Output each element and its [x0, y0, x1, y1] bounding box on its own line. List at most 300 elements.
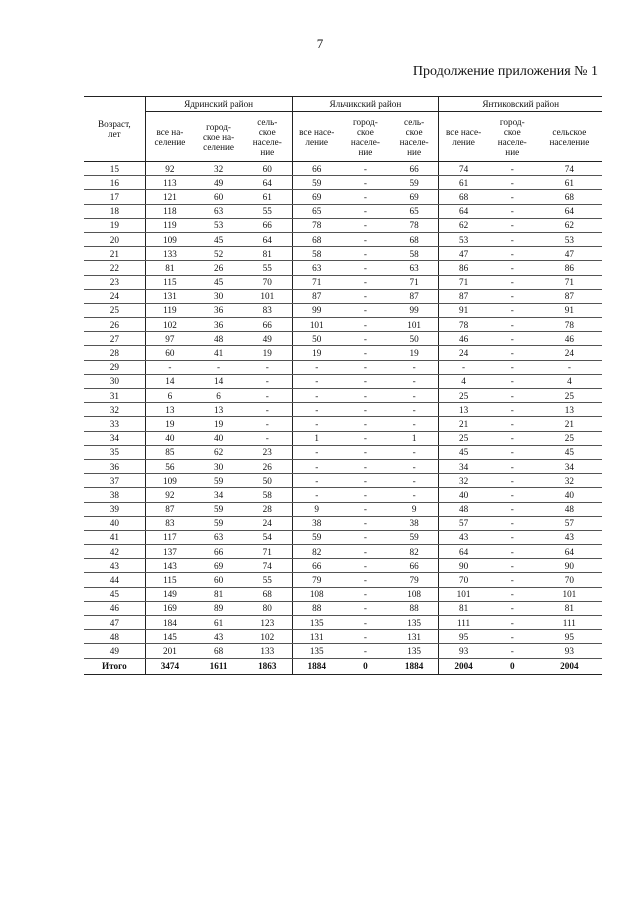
subheader-line: все насе-: [445, 126, 482, 137]
value-cell: 32: [537, 474, 602, 488]
subheader-line: город-: [353, 116, 378, 127]
subheader-line: населе-: [399, 136, 429, 147]
value-cell: 71: [292, 275, 341, 289]
value-cell: 40: [537, 488, 602, 502]
table-row: [84, 545, 602, 559]
value-cell: -: [488, 332, 537, 346]
value-cell: 86: [537, 261, 602, 275]
table-row: [84, 644, 602, 658]
table-row: [84, 474, 602, 488]
value-cell: -: [390, 389, 439, 403]
value-cell: -: [341, 389, 390, 403]
value-cell: 68: [537, 190, 602, 204]
value-cell: 91: [537, 303, 602, 317]
value-cell: 28: [243, 502, 292, 516]
appendix-continuation-title: Продолжение приложения № 1: [412, 64, 598, 79]
value-cell: 14: [145, 374, 194, 388]
table-row: [84, 176, 602, 190]
value-cell: 63: [194, 204, 243, 218]
value-cell: 40: [145, 431, 194, 445]
value-cell: 131: [145, 289, 194, 303]
population-age-table: [84, 96, 602, 675]
value-cell: 19: [292, 346, 341, 360]
value-cell: 54: [243, 530, 292, 544]
value-cell: 55: [243, 261, 292, 275]
value-cell: 93: [439, 644, 488, 658]
age-cell: 34: [84, 431, 145, 445]
value-cell: 59: [390, 530, 439, 544]
value-cell: -: [341, 289, 390, 303]
value-cell: 109: [145, 474, 194, 488]
value-cell: 61: [194, 616, 243, 630]
age-header-line2: лет: [107, 129, 121, 139]
table-row: [84, 162, 602, 176]
table-row: [84, 459, 602, 473]
value-cell: 149: [145, 587, 194, 601]
value-cell: 108: [292, 587, 341, 601]
value-cell: 21: [537, 417, 602, 431]
subheader-line: селение: [203, 141, 234, 152]
value-cell: 66: [243, 318, 292, 332]
value-cell: 79: [292, 573, 341, 587]
value-cell: -: [488, 488, 537, 502]
table-row: [84, 247, 602, 261]
value-cell: -: [243, 417, 292, 431]
table-row: [84, 445, 602, 459]
value-cell: 30: [194, 459, 243, 473]
value-cell: 4: [439, 374, 488, 388]
value-cell: 68: [292, 232, 341, 246]
value-cell: 90: [537, 559, 602, 573]
value-cell: 101: [439, 587, 488, 601]
value-cell: 79: [390, 573, 439, 587]
value-cell: -: [390, 459, 439, 473]
value-cell: -: [341, 488, 390, 502]
value-cell: 36: [194, 303, 243, 317]
value-cell: 102: [145, 318, 194, 332]
value-cell: -: [488, 275, 537, 289]
value-cell: -: [341, 587, 390, 601]
value-cell: 59: [194, 516, 243, 530]
value-cell: -: [243, 389, 292, 403]
subheader-row: [84, 112, 602, 162]
age-cell: 35: [84, 445, 145, 459]
subheader-line: населе-: [350, 136, 380, 147]
value-cell: -: [488, 474, 537, 488]
value-cell: 68: [439, 190, 488, 204]
value-cell: 88: [390, 601, 439, 615]
value-cell: 119: [145, 218, 194, 232]
value-cell: 66: [390, 162, 439, 176]
value-cell: 45: [537, 445, 602, 459]
subheader-all-population: [439, 112, 488, 162]
value-cell: 58: [292, 247, 341, 261]
value-cell: 43: [194, 630, 243, 644]
value-cell: -: [243, 403, 292, 417]
value-cell: 47: [537, 247, 602, 261]
value-cell: 87: [292, 289, 341, 303]
value-cell: -: [341, 346, 390, 360]
value-cell: 95: [439, 630, 488, 644]
value-cell: -: [341, 516, 390, 530]
value-cell: -: [488, 573, 537, 587]
value-cell: -: [488, 190, 537, 204]
value-cell: 59: [194, 474, 243, 488]
value-cell: -: [488, 530, 537, 544]
subheader-line: ние: [358, 146, 373, 157]
value-cell: -: [341, 573, 390, 587]
value-cell: 108: [390, 587, 439, 601]
value-cell: 53: [194, 218, 243, 232]
value-cell: 137: [145, 545, 194, 559]
table-row: [84, 502, 602, 516]
value-cell: 13: [537, 403, 602, 417]
value-cell: 64: [243, 232, 292, 246]
table-row: [84, 601, 602, 615]
value-cell: -: [292, 360, 341, 374]
age-header: [84, 97, 145, 162]
table-row: [84, 218, 602, 232]
value-cell: 135: [390, 616, 439, 630]
value-cell: 14: [194, 374, 243, 388]
table-row: [84, 232, 602, 246]
value-cell: 74: [537, 162, 602, 176]
value-cell: 118: [145, 204, 194, 218]
value-cell: -: [341, 403, 390, 417]
total-row: [84, 658, 602, 674]
value-cell: 61: [439, 176, 488, 190]
subheader-line: ние: [260, 146, 275, 157]
subheader-all-population: [292, 112, 341, 162]
value-cell: -: [243, 431, 292, 445]
value-cell: 59: [194, 502, 243, 516]
value-cell: 92: [145, 488, 194, 502]
value-cell: 19: [194, 417, 243, 431]
table-row: [84, 303, 602, 317]
value-cell: 71: [537, 275, 602, 289]
value-cell: -: [341, 190, 390, 204]
age-cell: 47: [84, 616, 145, 630]
value-cell: -: [341, 204, 390, 218]
value-cell: 0: [488, 658, 537, 674]
value-cell: 59: [292, 176, 341, 190]
page-number: 7: [316, 36, 324, 51]
table-row: [84, 204, 602, 218]
subheader-line: ние: [505, 146, 520, 157]
value-cell: 69: [292, 190, 341, 204]
subheader-line: сель-: [404, 116, 425, 127]
age-cell: 44: [84, 573, 145, 587]
value-cell: -: [488, 601, 537, 615]
value-cell: 91: [439, 303, 488, 317]
age-cell: 21: [84, 247, 145, 261]
value-cell: 61: [243, 190, 292, 204]
value-cell: 1: [292, 431, 341, 445]
value-cell: -: [341, 247, 390, 261]
value-cell: 66: [292, 559, 341, 573]
value-cell: 87: [439, 289, 488, 303]
value-cell: 81: [145, 261, 194, 275]
value-cell: 24: [243, 516, 292, 530]
value-cell: 13: [439, 403, 488, 417]
subheader-line: населе-: [497, 136, 527, 147]
table-row: [84, 289, 602, 303]
value-cell: 64: [537, 204, 602, 218]
total-label: Итого: [84, 658, 145, 674]
value-cell: 145: [145, 630, 194, 644]
value-cell: -: [488, 587, 537, 601]
value-cell: 71: [439, 275, 488, 289]
subheader-urban-population: [194, 112, 243, 162]
value-cell: 56: [145, 459, 194, 473]
value-cell: 131: [390, 630, 439, 644]
value-cell: 3474: [145, 658, 194, 674]
subheader-line: ское: [503, 126, 521, 137]
value-cell: -: [341, 318, 390, 332]
value-cell: 111: [439, 616, 488, 630]
value-cell: 81: [194, 587, 243, 601]
value-cell: -: [488, 431, 537, 445]
value-cell: 57: [439, 516, 488, 530]
subheader-all-population: [145, 112, 194, 162]
value-cell: 13: [145, 403, 194, 417]
value-cell: 38: [390, 516, 439, 530]
table-row: [84, 616, 602, 630]
table-row: [84, 403, 602, 417]
value-cell: 68: [243, 587, 292, 601]
value-cell: 13: [194, 403, 243, 417]
value-cell: 71: [390, 275, 439, 289]
value-cell: 53: [537, 232, 602, 246]
value-cell: 49: [243, 332, 292, 346]
value-cell: 26: [243, 459, 292, 473]
subheader-line: ское: [356, 126, 374, 137]
value-cell: 32: [439, 474, 488, 488]
value-cell: -: [488, 247, 537, 261]
value-cell: 78: [439, 318, 488, 332]
value-cell: 82: [292, 545, 341, 559]
value-cell: 111: [537, 616, 602, 630]
value-cell: -: [292, 417, 341, 431]
value-cell: -: [341, 303, 390, 317]
value-cell: 70: [439, 573, 488, 587]
value-cell: 68: [194, 644, 243, 658]
value-cell: -: [341, 275, 390, 289]
value-cell: 32: [194, 162, 243, 176]
value-cell: -: [341, 530, 390, 544]
value-cell: 74: [439, 162, 488, 176]
value-cell: 1863: [243, 658, 292, 674]
value-cell: -: [341, 232, 390, 246]
value-cell: -: [537, 360, 602, 374]
value-cell: 135: [292, 644, 341, 658]
value-cell: -: [488, 545, 537, 559]
value-cell: 74: [243, 559, 292, 573]
value-cell: -: [341, 360, 390, 374]
value-cell: 123: [243, 616, 292, 630]
value-cell: -: [488, 162, 537, 176]
value-cell: 62: [439, 218, 488, 232]
value-cell: 46: [439, 332, 488, 346]
value-cell: 78: [537, 318, 602, 332]
value-cell: 45: [439, 445, 488, 459]
value-cell: -: [488, 630, 537, 644]
value-cell: 21: [439, 417, 488, 431]
age-header-line1: Возраст,: [97, 119, 131, 129]
table-row: [84, 332, 602, 346]
value-cell: 117: [145, 530, 194, 544]
table-row: [84, 389, 602, 403]
value-cell: 71: [243, 545, 292, 559]
value-cell: 24: [439, 346, 488, 360]
value-cell: -: [488, 176, 537, 190]
value-cell: 49: [194, 176, 243, 190]
value-cell: 201: [145, 644, 194, 658]
value-cell: 66: [243, 218, 292, 232]
value-cell: -: [292, 445, 341, 459]
value-cell: 135: [292, 616, 341, 630]
subheader-urban-population: [488, 112, 537, 162]
value-cell: -: [292, 374, 341, 388]
value-cell: 66: [390, 559, 439, 573]
value-cell: 61: [537, 176, 602, 190]
value-cell: -: [341, 559, 390, 573]
value-cell: -: [341, 474, 390, 488]
value-cell: -: [390, 445, 439, 459]
value-cell: -: [243, 360, 292, 374]
table-row: [84, 275, 602, 289]
value-cell: 99: [390, 303, 439, 317]
value-cell: -: [488, 616, 537, 630]
value-cell: 57: [537, 516, 602, 530]
value-cell: 87: [145, 502, 194, 516]
age-cell: 39: [84, 502, 145, 516]
table-row: [84, 559, 602, 573]
value-cell: 60: [194, 190, 243, 204]
value-cell: 85: [145, 445, 194, 459]
value-cell: 34: [194, 488, 243, 502]
value-cell: -: [243, 374, 292, 388]
value-cell: 102: [243, 630, 292, 644]
value-cell: 2004: [537, 658, 602, 674]
table-row: [84, 261, 602, 275]
value-cell: 53: [439, 232, 488, 246]
value-cell: 87: [537, 289, 602, 303]
value-cell: 115: [145, 275, 194, 289]
age-cell: 42: [84, 545, 145, 559]
age-cell: 46: [84, 601, 145, 615]
value-cell: -: [390, 488, 439, 502]
value-cell: 59: [292, 530, 341, 544]
value-cell: 115: [145, 573, 194, 587]
subheader-line: ление: [305, 136, 328, 147]
value-cell: 60: [194, 573, 243, 587]
age-cell: 23: [84, 275, 145, 289]
value-cell: 89: [194, 601, 243, 615]
value-cell: 64: [439, 204, 488, 218]
value-cell: 0: [341, 658, 390, 674]
value-cell: 40: [194, 431, 243, 445]
subheader-rural-population: [537, 112, 602, 162]
subheader-line: ское: [405, 126, 423, 137]
subheader-line: город-: [206, 121, 231, 132]
value-cell: 87: [390, 289, 439, 303]
value-cell: 26: [194, 261, 243, 275]
value-cell: -: [341, 374, 390, 388]
value-cell: -: [341, 261, 390, 275]
value-cell: 25: [537, 389, 602, 403]
value-cell: 133: [243, 644, 292, 658]
value-cell: -: [145, 360, 194, 374]
value-cell: -: [488, 374, 537, 388]
table-row: [84, 516, 602, 530]
value-cell: 80: [243, 601, 292, 615]
subheader-line: ление: [452, 136, 475, 147]
value-cell: 60: [243, 162, 292, 176]
subheader-line: селение: [154, 136, 186, 147]
value-cell: 184: [145, 616, 194, 630]
value-cell: 46: [537, 332, 602, 346]
value-cell: 121: [145, 190, 194, 204]
age-cell: 24: [84, 289, 145, 303]
value-cell: -: [488, 232, 537, 246]
value-cell: 101: [292, 318, 341, 332]
subheader-urban-population: [341, 112, 390, 162]
region-header-yalchik: Яльчикский район: [292, 97, 439, 112]
value-cell: 69: [194, 559, 243, 573]
value-cell: 81: [439, 601, 488, 615]
value-cell: 66: [292, 162, 341, 176]
value-cell: 1: [390, 431, 439, 445]
value-cell: -: [341, 644, 390, 658]
value-cell: 25: [439, 389, 488, 403]
value-cell: -: [488, 559, 537, 573]
value-cell: 63: [292, 261, 341, 275]
value-cell: -: [488, 516, 537, 530]
age-cell: 37: [84, 474, 145, 488]
value-cell: 30: [194, 289, 243, 303]
value-cell: 58: [390, 247, 439, 261]
region-header-yadrin: Ядринский район: [145, 97, 292, 112]
age-cell: 25: [84, 303, 145, 317]
value-cell: 19: [145, 417, 194, 431]
table-row: [84, 573, 602, 587]
value-cell: -: [488, 403, 537, 417]
value-cell: -: [341, 616, 390, 630]
table-row: [84, 190, 602, 204]
subheader-line: город-: [499, 116, 525, 127]
age-cell: 36: [84, 459, 145, 473]
value-cell: 99: [292, 303, 341, 317]
age-cell: 49: [84, 644, 145, 658]
table-row: [84, 488, 602, 502]
value-cell: 23: [243, 445, 292, 459]
table-row: [84, 587, 602, 601]
table-row: [84, 360, 602, 374]
value-cell: 41: [194, 346, 243, 360]
age-cell: 22: [84, 261, 145, 275]
value-cell: 65: [292, 204, 341, 218]
value-cell: -: [488, 502, 537, 516]
value-cell: 64: [439, 545, 488, 559]
region-header-yantikovo: Янтиковский район: [439, 97, 602, 112]
age-cell: 38: [84, 488, 145, 502]
value-cell: 68: [390, 232, 439, 246]
value-cell: 97: [145, 332, 194, 346]
value-cell: 70: [537, 573, 602, 587]
value-cell: 101: [537, 587, 602, 601]
value-cell: -: [390, 374, 439, 388]
